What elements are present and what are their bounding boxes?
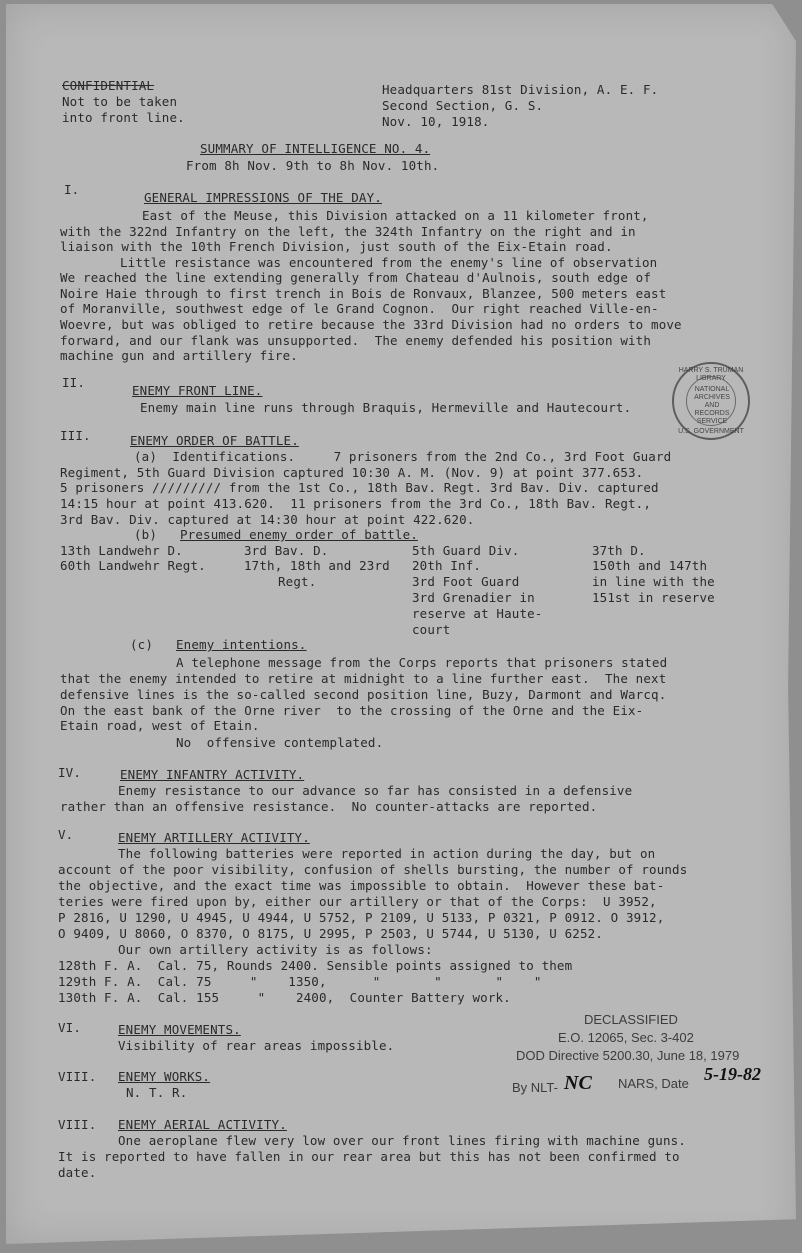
section-line: Second Section, G. S. [382,98,544,113]
section-heading: ENEMY ORDER OF BATTLE. [130,433,299,448]
paragraph-line: East of the Meuse, this Division attacked on a 11 kilometer front, [142,208,649,223]
section-number: VIII. [58,1069,97,1084]
paragraph-line: P 2816, U 1290, U 4945, U 4944, U 5752, P 2109, U 5133, P 0321, P 0912. O 3912, [58,910,665,925]
paragraph-line: of Moranville, southwest edge of le Grand Cognon. Our right reached Ville-en- [60,301,659,316]
paragraph-line: Visibility of rear areas impossible. [118,1038,395,1053]
paragraph-line: One aeroplane flew very low over our front lines firing with machine guns. [118,1133,686,1148]
stamp-middle-text: NATIONAL ARCHIVES AND RECORDS SERVICE [694,386,730,425]
paragraph-line: No offensive contemplated. [176,735,384,750]
artillery-row: 129th F. A. Cal. 75 " 1350, " " " " [58,974,542,989]
section-number: I. [64,182,80,197]
paragraph-line: We reached the line extending generally from Chateau d'Aulnois, south edge of [60,270,652,285]
subsection-label: (c) [130,637,154,652]
section-heading: ENEMY AERIAL ACTIVITY. [118,1117,287,1132]
section-heading: GENERAL IMPRESSIONS OF THE DAY. [144,190,382,205]
paragraph-line: forward, and our flank was unsupported. The enemy defended his position with [60,333,652,348]
paragraph-line: rather than an offensive resistance. No counter-attacks are reported. [60,799,598,814]
declassified-eo: E.O. 12065, Sec. 3-402 [558,1030,694,1045]
declassified-title: DECLASSIFIED [584,1012,678,1027]
paragraph-line: The following batteries were reported in action during the day, but on [118,846,656,861]
document-period: From 8h Nov. 9th to 8h Nov. 10th. [186,158,440,173]
order-col-2: 3rd Bav. D. [244,543,329,558]
paragraph-line: 5 prisoners ///////// from the 1st Co., 18th Bav. Regt. 3rd Bav. Div. captured [60,480,659,495]
order-col-3: 20th Inf. [412,558,482,573]
paragraph-line: Etain road, west of Etain. [60,718,260,733]
section-number: VI. [58,1020,82,1035]
section-heading: ENEMY FRONT LINE. [132,383,263,398]
paragraph-line: liaison with the 10th French Division, just south of the Eix-Etain road. [60,239,613,254]
stamp-bottom-text: U.S. GOVERNMENT [678,428,744,435]
order-col-2: Regt. [278,574,317,589]
paragraph-line: Enemy main line runs through Braquis, Hermeville and Hautecourt. [140,400,632,415]
section-heading: ENEMY MOVEMENTS. [118,1022,241,1037]
section-number: V. [58,827,74,842]
section-number: IV. [58,765,82,780]
stamp-top-text: HARRY S. TRUMAN LIBRARY [678,367,744,382]
order-col-1: 13th Landwehr D. [60,543,183,558]
order-col-1: 60th Landwehr Regt. [60,558,206,573]
order-col-3: court [412,622,451,637]
paragraph-line: N. T. R. [126,1085,188,1100]
section-number: II. [62,375,86,390]
document-title: SUMMARY OF INTELLIGENCE NO. 4. [200,141,431,156]
paragraph-line: Woevre, but was obliged to retire because the 33rd Division had no orders to move [60,317,682,332]
declassified-nars: NARS, Date [618,1076,689,1091]
section-heading: ENEMY ARTILLERY ACTIVITY. [118,830,310,845]
paragraph-line: the objective, and the exact time was impossible to obtain. However these bat- [58,878,665,893]
declassified-initials: NC [564,1072,592,1094]
paragraph-line: defensive lines is the so-called second position line, Buzy, Darmont and Warcq. [60,687,667,702]
subsection-heading: Presumed enemy order of battle. [180,527,418,542]
order-col-3: 5th Guard Div. [412,543,520,558]
archive-stamp [672,362,750,440]
paragraph-line: Noire Haie through to first trench in Bois de Ronvaux, Blanzee, 500 meters east [60,286,667,301]
confidential-label: CONFIDENTIAL [62,78,155,93]
paragraph-line: Regiment, 5th Guard Division captured 10:30 A. M. (Nov. 9) at point 377.653. [60,465,644,480]
order-col-3: 3rd Grenadier in [412,590,535,605]
section-heading: ENEMY INFANTRY ACTIVITY. [120,767,305,782]
paragraph-line: teries were fired upon by, either our artillery or that of the Corps: U 3952, [58,894,657,909]
paragraph-line: with the 322nd Infantry on the left, the 324th Infantry on the right and in [60,224,636,239]
declassified-dod: DOD Directive 5200.30, June 18, 1979 [516,1048,740,1063]
paragraph-line: Enemy resistance to our advance so far has consisted in a defensive [118,783,633,798]
subsection-label: (b) [134,527,158,542]
declassified-date: 5-19-82 [704,1064,761,1084]
paragraph-line: (a) Identifications. 7 prisoners from the 2nd Co., 3rd Foot Guard [134,449,672,464]
paragraph-line: O 9409, U 8060, O 8370, O 8175, U 2995, P 2503, U 5744, U 5130, U 6252. [58,926,603,941]
paragraph-line: It is reported to have fallen in our rear area but this has not been confirmed to [58,1149,680,1164]
section-number: III. [60,428,91,443]
subsection-heading: Enemy intentions. [176,637,307,652]
declassified-by: By NLT- [512,1080,558,1095]
section-heading: ENEMY WORKS. [118,1069,211,1084]
document-date: Nov. 10, 1918. [382,114,490,129]
artillery-row: 128th F. A. Cal. 75, Rounds 2400. Sensible points assigned to them [58,958,573,973]
paragraph-line: Our own artillery activity is as follows: [118,942,433,957]
headquarters-line: Headquarters 81st Division, A. E. F. [382,82,659,97]
order-col-4: 151st in reserve [592,590,715,605]
paragraph-line: that the enemy intended to retire at midnight to a line further east. The next [60,671,667,686]
order-col-3: reserve at Haute- [412,606,543,621]
paragraph-line: machine gun and artillery fire. [60,348,298,363]
order-col-2: 17th, 18th and 23rd [244,558,390,573]
order-col-4: in line with the [592,574,715,589]
paragraph-line: date. [58,1165,97,1180]
paragraph-line: account of the poor visibility, confusion of shells bursting, the number of rounds [58,862,688,877]
paragraph-line: 14:15 hour at point 413.620. 11 prisoners from the 3rd Co., 18th Bav. Regt., [60,496,652,511]
paragraph-line: 3rd Bav. Div. captured at 14:30 hour at point 422.620. [60,512,475,527]
order-col-4: 150th and 147th [592,558,708,573]
not-taken-line-1: Not to be taken [62,94,178,109]
artillery-row: 130th F. A. Cal. 155 " 2400, Counter Battery work. [58,990,511,1005]
paragraph-line: On the east bank of the Orne river to the crossing of the Orne and the Eix- [60,703,644,718]
not-taken-line-2: into front line. [62,110,185,125]
paragraph-line: A telephone message from the Corps reports that prisoners stated [176,655,668,670]
section-number: VIII. [58,1117,97,1132]
order-col-4: 37th D. [592,543,646,558]
paragraph-line: Little resistance was encountered from the enemy's line of observation [120,255,658,270]
order-col-3: 3rd Foot Guard [412,574,520,589]
